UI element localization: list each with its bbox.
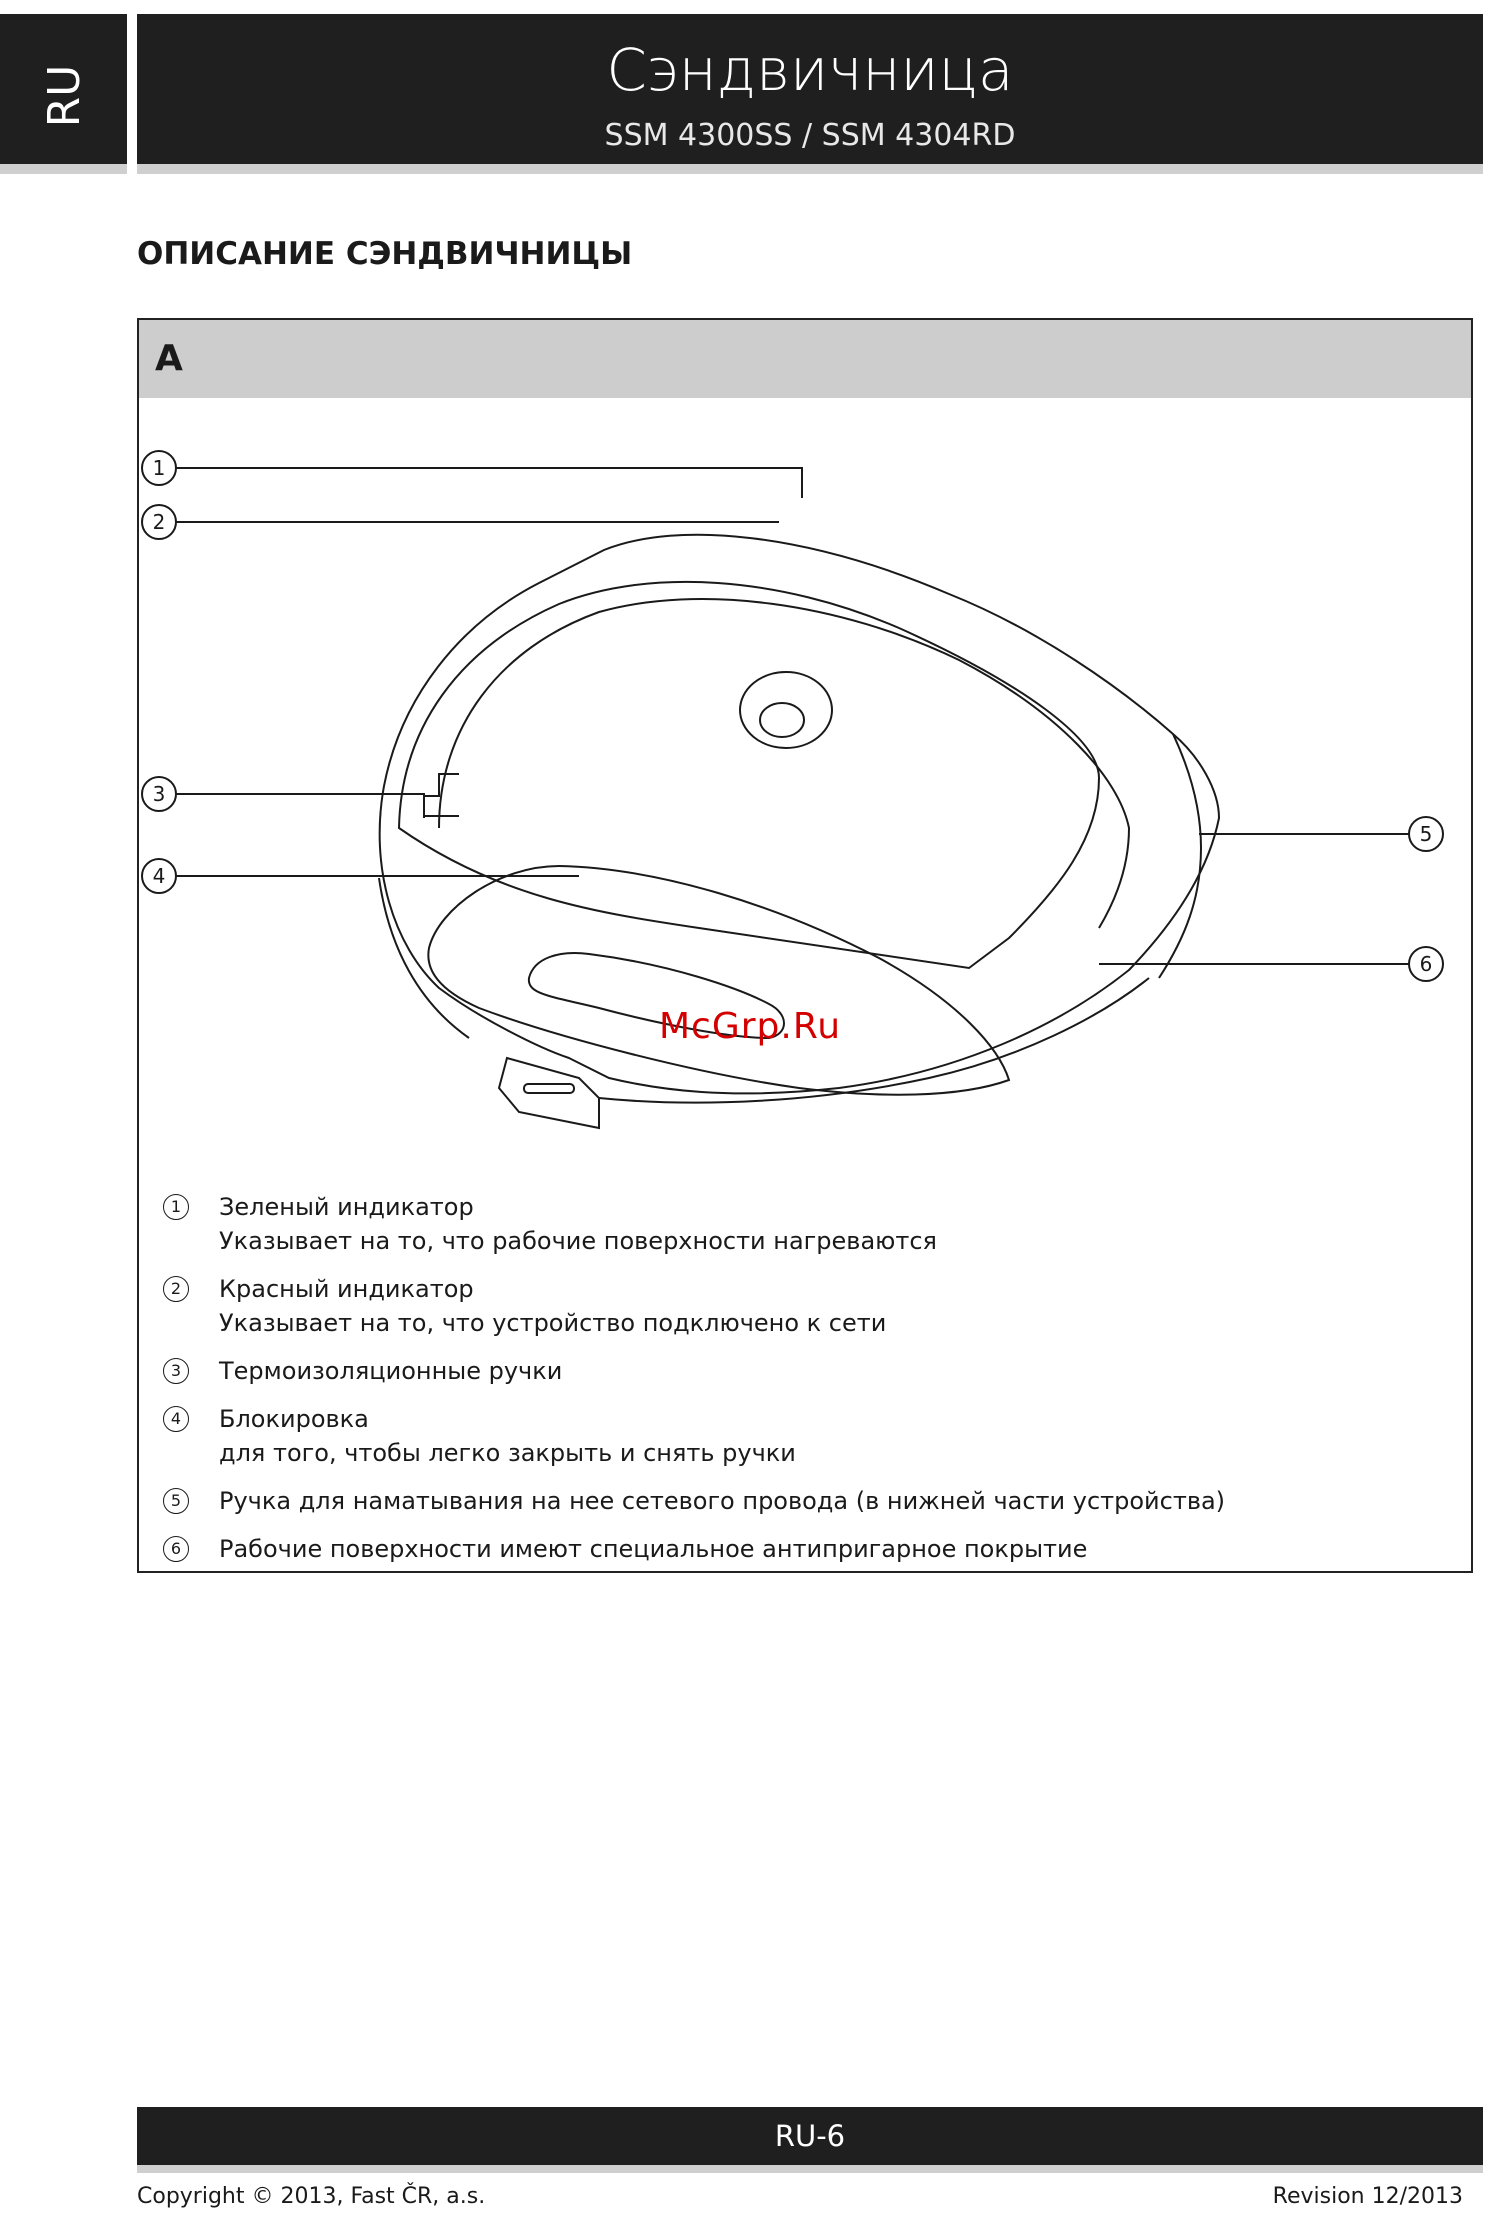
legend-number: 6	[163, 1536, 189, 1562]
callout-3-leader	[172, 774, 459, 818]
language-tab	[0, 14, 127, 164]
figure-box	[137, 318, 1473, 1573]
legend-item	[163, 1272, 1225, 1340]
legend-item	[163, 1532, 1225, 1566]
copyright-text: Copyright © 2013, Fast ČR, a.s.	[137, 2184, 486, 2209]
legend-item	[163, 1190, 1225, 1258]
indicator-lens	[760, 703, 804, 737]
top-panel	[399, 582, 1099, 968]
legend-number: 4	[163, 1406, 189, 1432]
legend-list	[163, 1190, 1225, 1580]
document-title: Сэндвичница	[606, 36, 1014, 104]
footer-shadow	[137, 2165, 1483, 2173]
legend-number: 1	[163, 1194, 189, 1220]
side-rib	[1159, 734, 1201, 978]
watermark: McGrp.Ru	[659, 1006, 842, 1047]
legend-title: Красный индикатор	[219, 1275, 474, 1303]
legend-title: Блокировка	[219, 1405, 369, 1433]
callout-6-number: 6	[1419, 952, 1433, 976]
legend-item	[163, 1402, 1225, 1470]
section-heading: ОПИСАНИЕ СЭНДВИЧНИЦЫ	[137, 236, 633, 272]
legend-description: Указывает на то, что рабочие поверхности нагреваются	[219, 1227, 937, 1255]
language-label: RU	[38, 64, 90, 128]
callout-3-number: 3	[152, 782, 166, 806]
legend-number: 2	[163, 1276, 189, 1302]
callout-1-leader	[172, 468, 802, 498]
header-shadow	[137, 164, 1483, 174]
header-bar	[137, 14, 1483, 164]
page-number: RU-6	[774, 2119, 846, 2153]
legend-number: 3	[163, 1358, 189, 1384]
lid-rim	[439, 599, 1129, 928]
figure-label: A	[155, 338, 183, 379]
legend-description: Указывает на то, что устройство подключено к сети	[219, 1309, 887, 1337]
figure-header	[139, 320, 1471, 398]
document-subtitle: SSM 4300SS / SSM 4304RD	[604, 118, 1016, 153]
legend-number: 5	[163, 1488, 189, 1514]
callout-1-number: 1	[152, 456, 166, 480]
revision-text: Revision 12/2013	[1272, 2184, 1463, 2209]
legend-title: Термоизоляционные ручки	[219, 1357, 563, 1385]
language-tab-shadow	[0, 164, 127, 174]
callout-2-number: 2	[152, 510, 166, 534]
lock-slot	[524, 1084, 574, 1093]
legend-title: Ручка для наматывания на нее сетевого провода (в нижней части устройства)	[219, 1487, 1226, 1515]
callout-4-number: 4	[152, 864, 166, 888]
legend-item	[163, 1484, 1225, 1518]
legend-title: Рабочие поверхности имеют специальное антипригарное покрытие	[219, 1535, 1088, 1563]
legend-description: для того, чтобы легко закрыть и снять ручки	[219, 1439, 796, 1467]
legend-item	[163, 1354, 1225, 1388]
legend-title: Зеленый индикатор	[219, 1193, 474, 1221]
footer-bar	[137, 2107, 1483, 2165]
callout-5-number: 5	[1419, 822, 1433, 846]
